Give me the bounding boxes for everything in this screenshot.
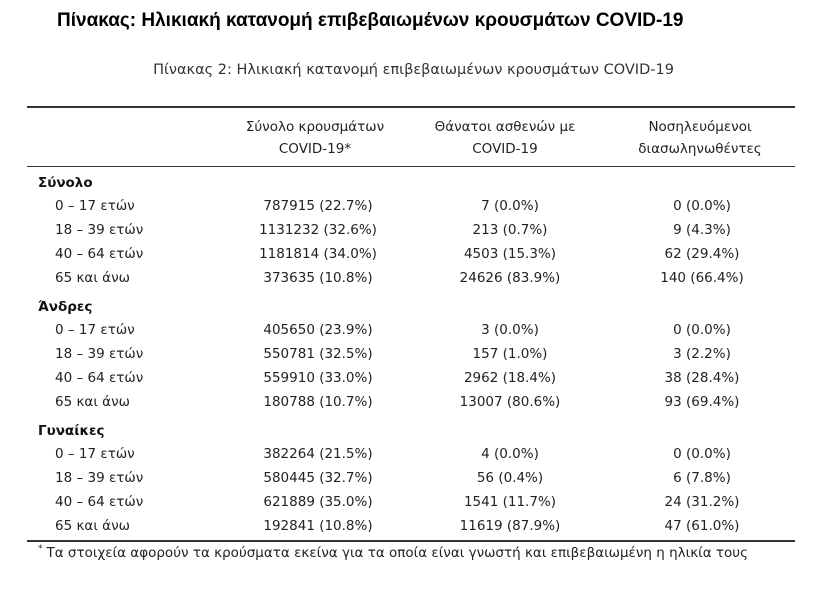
intubated-cell: 47 (61.0%) — [664, 518, 740, 534]
intubated-cell: 38 (28.4%) — [664, 370, 740, 386]
table-bottom-rule — [27, 540, 795, 542]
intubated-cell: 0 (0.0%) — [673, 446, 731, 462]
deaths-cell: 1541 (11.7%) — [463, 494, 557, 510]
age-cell: 18 – 39 ετών — [55, 346, 144, 362]
table-row — [0, 246, 827, 270]
cases-cell: 373635 (10.8%) — [263, 270, 373, 286]
cases-cell: 550781 (32.5%) — [263, 346, 373, 362]
table-top-rule — [27, 106, 795, 108]
age-cell: 40 – 64 ετών — [55, 370, 144, 386]
intubated-cell: 62 (29.4%) — [664, 246, 740, 262]
deaths-cell: 4 (0.0%) — [481, 446, 539, 462]
deaths-cell: 157 (1.0%) — [472, 346, 548, 362]
deaths-cell: 7 (0.0%) — [481, 198, 539, 214]
cases-cell: 180788 (10.7%) — [263, 394, 373, 410]
intubated-cell: 9 (4.3%) — [673, 222, 731, 238]
age-cell: 0 – 17 ετών — [55, 322, 135, 338]
intubated-cell: 93 (69.4%) — [664, 394, 740, 410]
column-header-line: COVID-19 — [472, 141, 538, 157]
deaths-cell: 24626 (83.9%) — [459, 270, 561, 286]
footnote-text: Τα στοιχεία αφορούν τα κρούσματα εκείνα για τα οποία είναι γνωστή και επιβεβαιωμένη η ηλικία τους — [46, 545, 749, 561]
cases-cell: 580445 (32.7%) — [263, 470, 373, 486]
deaths-cell: 4503 (15.3%) — [463, 246, 557, 262]
intubated-cell: 24 (31.2%) — [664, 494, 740, 510]
group-label: Γυναίκες — [38, 423, 105, 439]
table-caption: Πίνακας 2: Ηλικιακή κατανομή επιβεβαιωμένων κρουσμάτων COVID-19 — [153, 62, 674, 78]
age-cell: 0 – 17 ετών — [55, 446, 135, 462]
intubated-cell: 140 (66.4%) — [660, 270, 744, 286]
intubated-cell: 0 (0.0%) — [673, 198, 731, 214]
column-header-line: Νοσηλευόμενοι — [648, 119, 752, 135]
footnote-mark: * — [38, 544, 43, 554]
table-row — [0, 270, 827, 294]
age-cell: 65 και άνω — [55, 394, 130, 410]
table-row — [0, 470, 827, 494]
column-header-line: COVID-19* — [278, 141, 352, 157]
column-header-deaths — [410, 116, 600, 160]
table-row — [0, 446, 827, 470]
table-header-rule — [27, 166, 795, 167]
deaths-cell: 13007 (80.6%) — [459, 394, 561, 410]
cases-cell: 192841 (10.8%) — [263, 518, 373, 534]
table-row — [0, 370, 827, 394]
column-header-line: διασωληνωθέντες — [638, 141, 762, 157]
table-row — [0, 518, 827, 542]
column-header-line: Θάνατοι ασθενών με — [434, 119, 576, 135]
intubated-cell: 6 (7.8%) — [673, 470, 731, 486]
cases-cell: 787915 (22.7%) — [263, 198, 373, 214]
age-cell: 18 – 39 ετών — [55, 222, 144, 238]
footnote — [38, 544, 748, 561]
age-cell: 65 και άνω — [55, 518, 130, 534]
deaths-cell: 3 (0.0%) — [481, 322, 539, 338]
table-row — [0, 394, 827, 418]
table-row — [0, 222, 827, 246]
column-header-line: Σύνολο κρουσμάτων — [245, 119, 385, 135]
age-cell: 40 – 64 ετών — [55, 494, 144, 510]
deaths-cell: 213 (0.7%) — [472, 222, 548, 238]
table-row — [0, 346, 827, 370]
cases-cell: 405650 (23.9%) — [263, 322, 373, 338]
deaths-cell: 11619 (87.9%) — [459, 518, 561, 534]
intubated-cell: 3 (2.2%) — [673, 346, 731, 362]
group-label: Σύνολο — [38, 175, 93, 191]
age-cell: 40 – 64 ετών — [55, 246, 144, 262]
age-cell: 18 – 39 ετών — [55, 470, 144, 486]
cases-cell: 382264 (21.5%) — [263, 446, 373, 462]
age-cell: 65 και άνω — [55, 270, 130, 286]
cases-cell: 1181814 (34.0%) — [259, 246, 377, 262]
column-header-total-cases — [210, 116, 420, 160]
cases-cell: 1131232 (32.6%) — [259, 222, 377, 238]
group-label: Άνδρες — [38, 299, 93, 315]
cases-cell: 559910 (33.0%) — [263, 370, 373, 386]
cases-cell: 621889 (35.0%) — [263, 494, 373, 510]
table-row — [0, 198, 827, 222]
deaths-cell: 56 (0.4%) — [476, 470, 544, 486]
table-row — [0, 322, 827, 346]
deaths-cell: 2962 (18.4%) — [463, 370, 557, 386]
table-row — [0, 494, 827, 518]
column-header-intubated — [605, 116, 795, 160]
age-cell: 0 – 17 ετών — [55, 198, 135, 214]
intubated-cell: 0 (0.0%) — [673, 322, 731, 338]
page-heading: Πίνακας: Ηλικιακή κατανομή επιβεβαιωμένων κρουσμάτων COVID-19 — [57, 10, 684, 31]
